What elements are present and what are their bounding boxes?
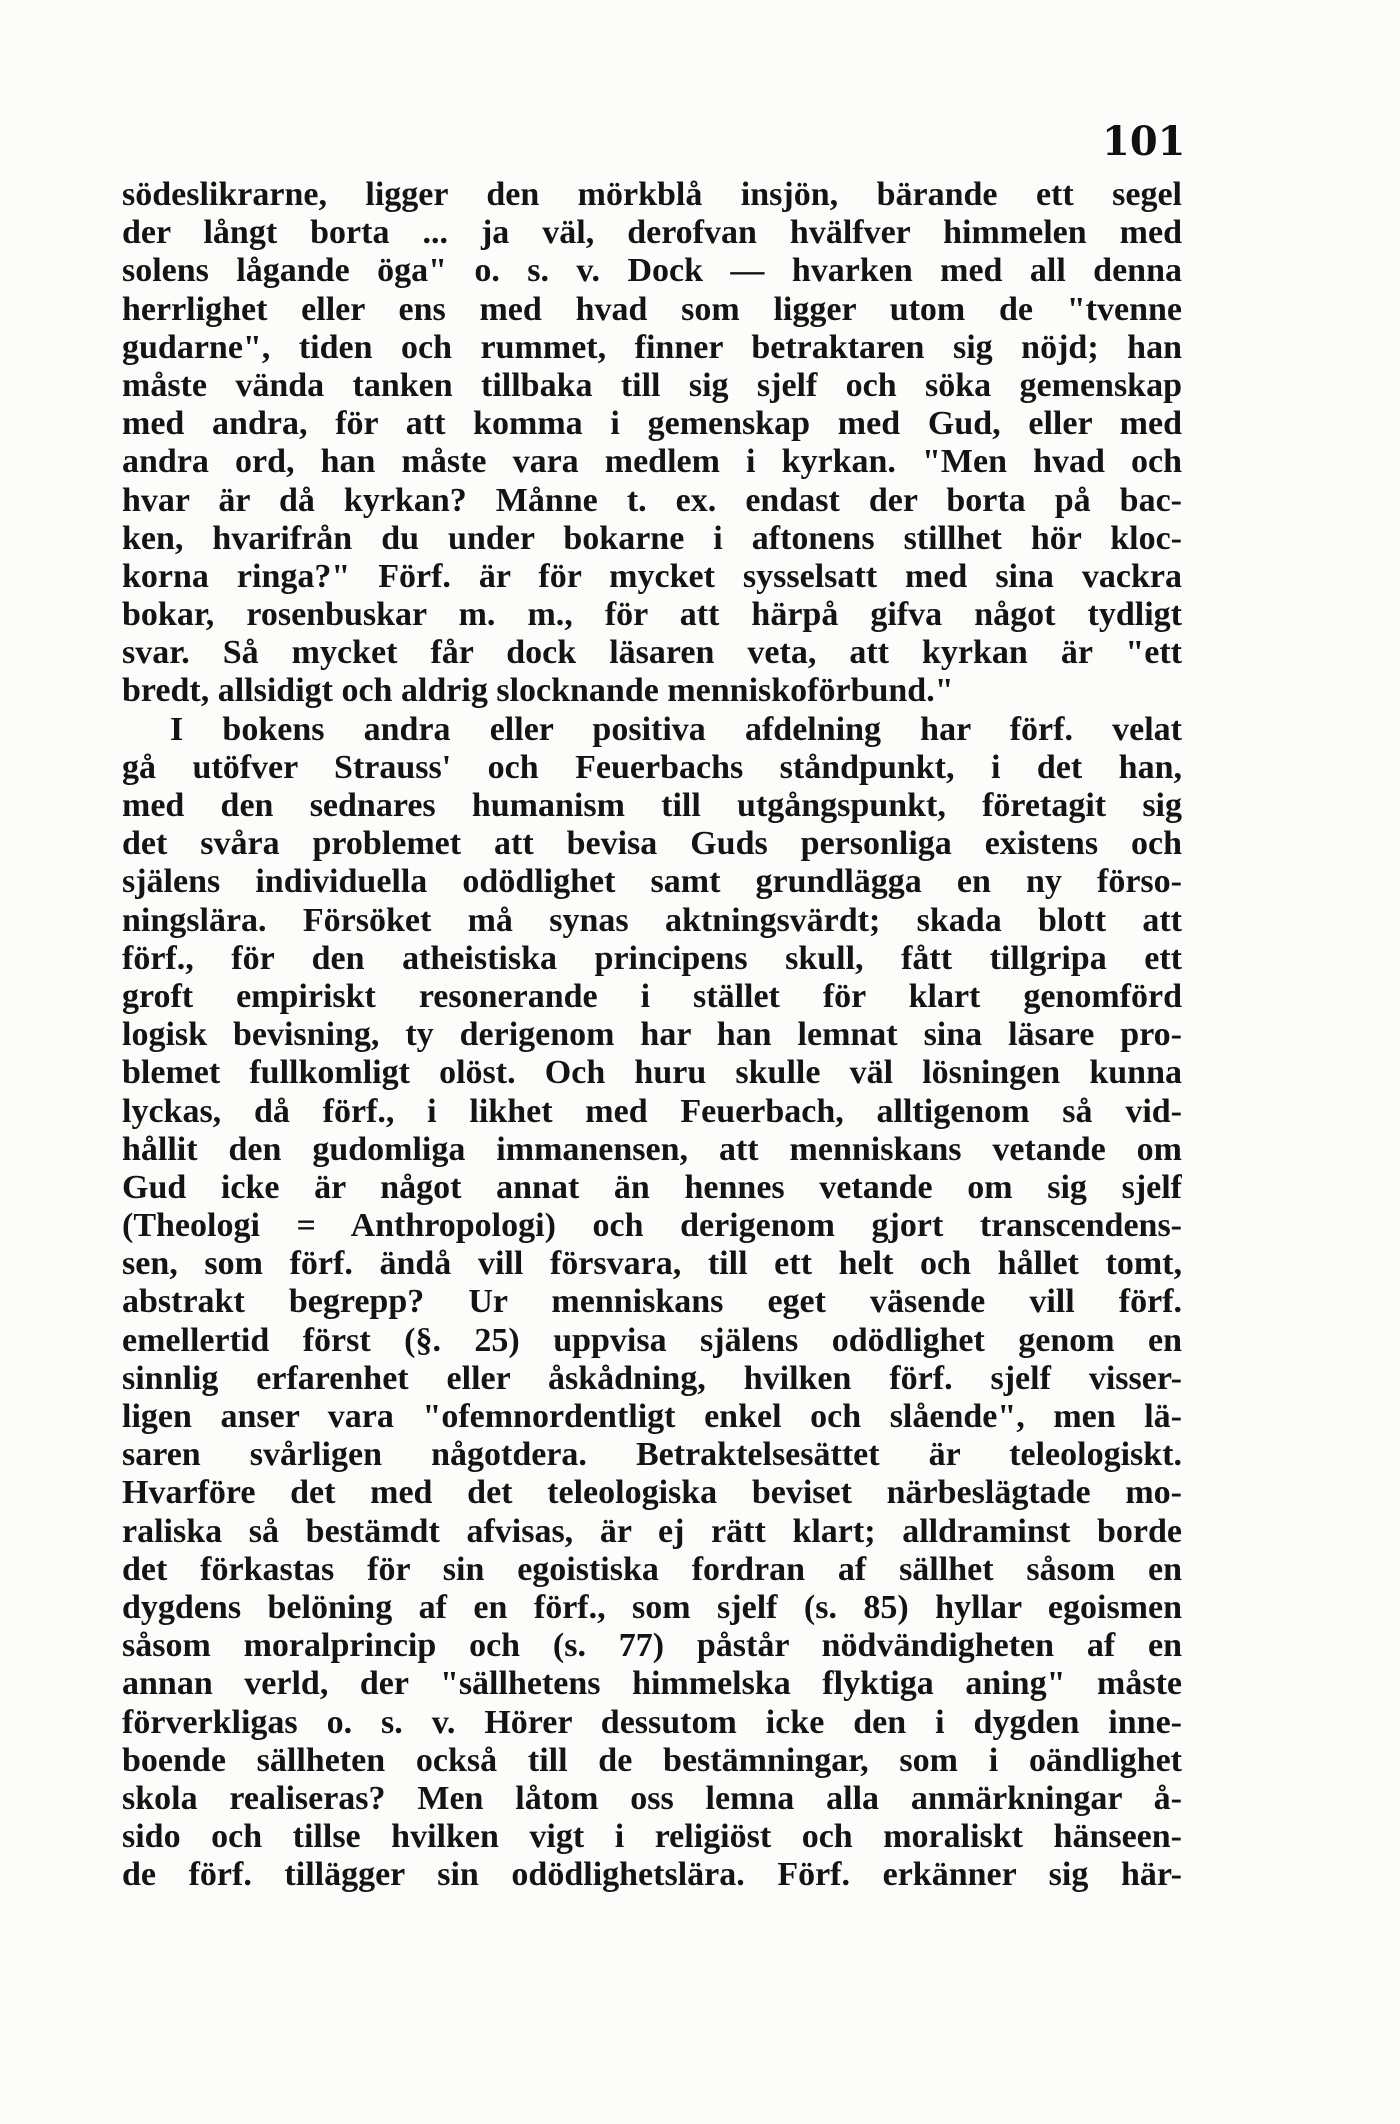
text-line-40: annan verld, der "sällhetens himmelska flyktiga aning" måste <box>122 1665 1182 1703</box>
text-line-6: måste vända tanken tillbaka till sig sjelf och söka gemenskap <box>122 366 1182 404</box>
text-line-31: emellertid först (§. 25) uppvisa själens odödlighet genom en <box>122 1321 1182 1359</box>
text-line-27: Gud icke är något annat än hennes vetande om sig sjelf <box>122 1168 1182 1206</box>
text-line-17: med den sednares humanism till utgångspunkt, företagit sig <box>122 787 1182 824</box>
text-line-36: raliska så bestämdt afvisas, är ej rätt klart; alldraminst borde <box>122 1512 1182 1550</box>
text-line-34: saren svårligen någotdera. Betraktelsesättet är teleologiskt. <box>122 1436 1182 1474</box>
text-line-18: det svåra problemet att bevisa Guds personliga existens och <box>122 825 1182 863</box>
text-line-16: gå utöfver Strauss' och Feuerbachs ståndpunkt, i det han, <box>122 748 1182 786</box>
text-line-9: hvar är då kyrkan? Månne t. ex. endast der borta på bac- <box>122 481 1182 519</box>
text-line-24: blemet fullkomligt olöst. Och huru skulle väl lösningen kunna <box>122 1054 1182 1092</box>
text-line-11: korna ringa?" Förf. är för mycket sysselsatt med sina vackra <box>122 557 1182 595</box>
text-line-39: såsom moralprincip och (s. 77) påstår nödvändigheten af en <box>122 1627 1182 1665</box>
text-line-25: lyckas, då förf., i likhet med Feuerbach, alltigenom så vid- <box>122 1092 1182 1130</box>
text-line-14: bredt, allsidigt och aldrig slocknande menniskoförbund." <box>122 672 954 710</box>
text-line-19: själens individuella odödlighet samt grundlägga en ny förso- <box>122 863 1182 901</box>
text-line-15: I bokens andra eller positiva afdelning har förf. velat <box>170 710 1182 748</box>
text-line-43: skola realiseras? Men låtom oss lemna alla anmärkningar å- <box>122 1779 1182 1817</box>
text-line-22: groft empiriskt resonerande i stället för klart genomförd <box>122 977 1182 1015</box>
text-line-1: södeslikrarne, ligger den mörkblå insjön, bärande ett segel <box>122 176 1182 213</box>
text-line-42: boende sällheten också till de bestämningar, som i oändlighet <box>122 1741 1182 1779</box>
text-line-23: logisk bevisning, ty derigenom har han lemnat sina läsare pro- <box>122 1016 1182 1054</box>
text-line-2: der långt borta ... ja väl, derofvan hvälfver himmelen med <box>122 214 1182 252</box>
text-line-41: förverkligas o. s. v. Hörer dessutom icke den i dygden inne- <box>122 1703 1182 1741</box>
text-line-37: det förkastas för sin egoistiska fordran af sällhet såsom en <box>122 1550 1182 1588</box>
text-line-44: sido och tillse hvilken vigt i religiöst och moraliskt hänseen- <box>122 1818 1182 1856</box>
text-line-4: herrlighet eller ens med hvad som ligger utom de "tvenne <box>122 290 1182 328</box>
text-line-30: abstrakt begrepp? Ur menniskans eget väsende vill förf. <box>122 1283 1182 1321</box>
text-line-28: (Theologi = Anthropologi) och derigenom gjort transcendens- <box>122 1207 1182 1245</box>
text-line-20: ningslära. Försöket må synas aktningsvärdt; skada blott att <box>122 901 1182 939</box>
text-line-3: solens lågande öga" o. s. v. Dock — hvarken med all denna <box>122 252 1182 290</box>
text-line-38: dygdens belöning af en förf., som sjelf (s. 85) hyllar egoismen <box>122 1588 1182 1626</box>
text-line-21: förf., för den atheistiska principens skull, fått tillgripa ett <box>122 939 1182 977</box>
text-line-10: ken, hvarifrån du under bokarne i aftonens stillhet hör kloc- <box>122 519 1182 557</box>
text-line-33: ligen anser vara "ofemnordentligt enkel och slående", men lä- <box>122 1398 1182 1435</box>
text-line-45: de förf. tillägger sin odödlighetslära. Förf. erkänner sig här- <box>122 1856 1182 1894</box>
text-line-26: hållit den gudomliga immanensen, att menniskans vetande om <box>122 1130 1182 1168</box>
text-line-5: gudarne", tiden och rummet, finner betraktaren sig nöjd; han <box>122 328 1182 366</box>
text-line-32: sinnlig erfarenhet eller åskådning, hvilken förf. sjelf visser- <box>122 1359 1182 1397</box>
text-line-7: med andra, för att komma i gemenskap med Gud, eller med <box>122 405 1182 443</box>
body-text <box>122 176 1182 1894</box>
text-line-35: Hvarföre det med det teleologiska beviset närbeslägtade mo- <box>122 1474 1182 1512</box>
text-line-13: svar. Så mycket får dock läsaren veta, att kyrkan är "ett <box>122 634 1182 672</box>
page-number: 101 <box>1102 118 1186 165</box>
text-line-12: bokar, rosenbuskar m. m., för att härpå gifva något tydligt <box>122 596 1182 634</box>
text-line-8: andra ord, han måste vara medlem i kyrkan. "Men hvad och <box>122 443 1182 481</box>
text-line-29: sen, som förf. ändå vill försvara, till ett helt och hållet tomt, <box>122 1245 1182 1283</box>
